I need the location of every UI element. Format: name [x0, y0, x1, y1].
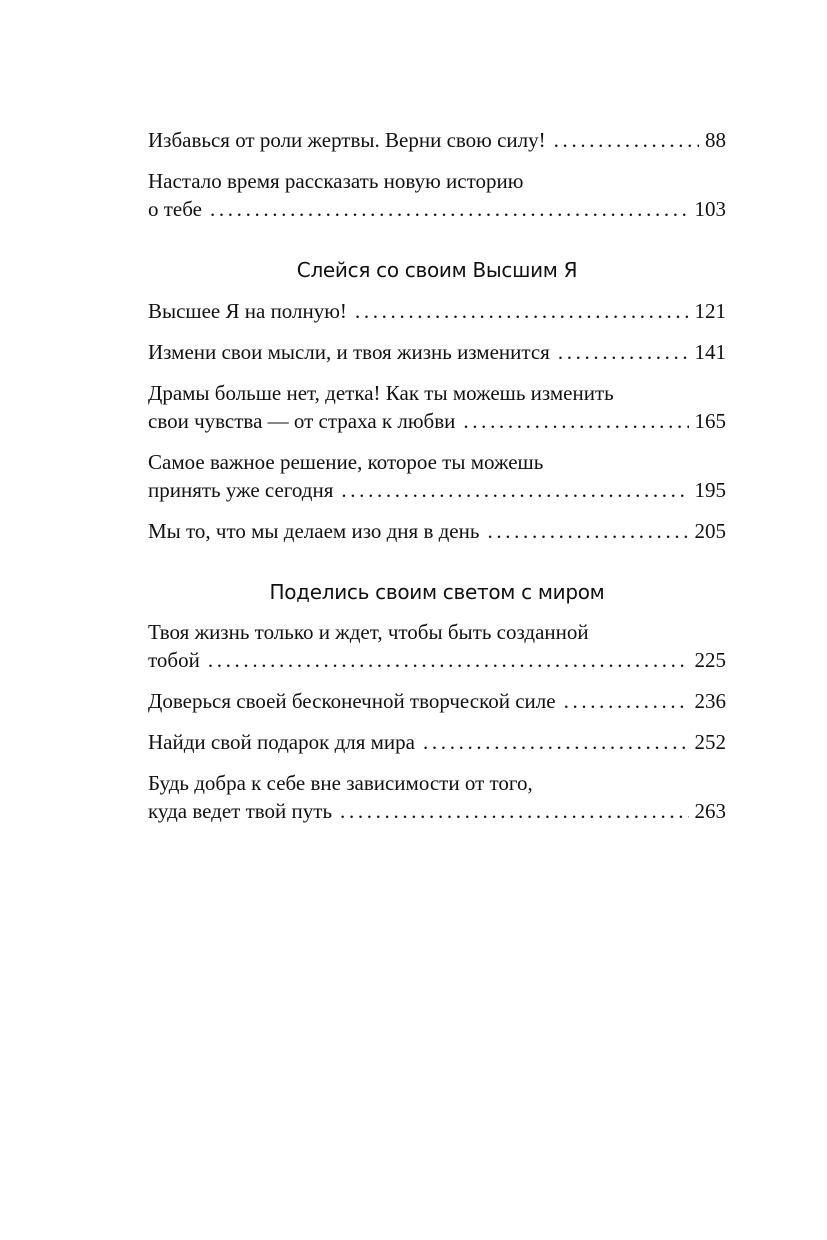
toc-entry-page: 141 — [694, 340, 726, 364]
toc-entry-page: 252 — [694, 730, 726, 754]
toc-entry-title-continued: тобой — [148, 648, 200, 672]
toc-entry-gift-to-world — [148, 728, 726, 756]
toc-entry-be-kind — [148, 769, 726, 825]
toc-entry-change-thoughts — [148, 338, 726, 366]
dot-leader — [564, 687, 689, 715]
toc-entry-new-story — [148, 167, 726, 223]
toc-entry-title-continued: о тебе — [148, 197, 202, 221]
toc-entry-higher-self — [148, 297, 726, 325]
dot-leader — [355, 297, 689, 325]
toc-entry-title-continued: принять уже сегодня — [148, 478, 334, 502]
dot-leader — [558, 338, 689, 366]
toc-entry-page: 88 — [705, 128, 726, 152]
toc-entry-title: Самое важное решение, которое ты можешь — [148, 450, 544, 474]
dot-leader — [210, 195, 689, 223]
dot-leader — [208, 646, 689, 674]
dot-leader — [423, 728, 689, 756]
toc-entry-page: 195 — [694, 478, 726, 502]
toc-entry-creative-power — [148, 687, 726, 715]
toc-entry-title-continued: свои чувства — от страха к любви — [148, 409, 456, 433]
toc-entry-page: 121 — [694, 299, 726, 323]
table-of-contents — [148, 126, 726, 838]
toc-entry-title-continued: куда ведет твой путь — [148, 799, 333, 823]
toc-entry-no-more-drama — [148, 379, 726, 435]
toc-entry-page: 165 — [694, 409, 726, 433]
toc-entry-page: 236 — [694, 689, 726, 713]
toc-entry-life-waits — [148, 618, 726, 674]
toc-entry-important-decision — [148, 448, 726, 504]
toc-entry-title: Твоя жизнь только и ждет, чтобы быть созданной — [148, 620, 589, 644]
dot-leader — [463, 407, 688, 435]
toc-entry-what-we-do — [148, 517, 726, 545]
toc-entry-title: Доверься своей бесконечной творческой силе — [148, 689, 556, 713]
toc-entry-page: 103 — [694, 197, 726, 221]
toc-entry-title: Мы то, что мы делаем изо дня в день — [148, 519, 480, 543]
toc-entry-title: Будь добра к себе вне зависимости от того, — [148, 771, 533, 795]
dot-leader — [487, 517, 688, 545]
dot-leader — [341, 476, 688, 504]
toc-entry-page: 263 — [694, 799, 726, 823]
section-title: Поделись своим светом с миром — [269, 580, 605, 604]
toc-entry-victim-role — [148, 126, 726, 154]
section-title: Слейся со своим Высшим Я — [296, 258, 578, 282]
dot-leader — [554, 126, 699, 154]
toc-entry-title: Драмы больше нет, детка! Как ты можешь изменить — [148, 381, 614, 405]
toc-entry-title: Настало время рассказать новую историю — [148, 169, 524, 193]
toc-entry-title: Избавься от роли жертвы. Верни свою силу! — [148, 128, 546, 152]
toc-entry-title: Измени свои мысли, и твоя жизнь изменится — [148, 340, 550, 364]
dot-leader — [340, 797, 688, 825]
toc-entry-title: Высшее Я на полную! — [148, 299, 347, 323]
toc-entry-page: 205 — [694, 519, 726, 543]
toc-entry-page: 225 — [694, 648, 726, 672]
toc-entry-title: Найди свой подарок для мира — [148, 730, 415, 754]
